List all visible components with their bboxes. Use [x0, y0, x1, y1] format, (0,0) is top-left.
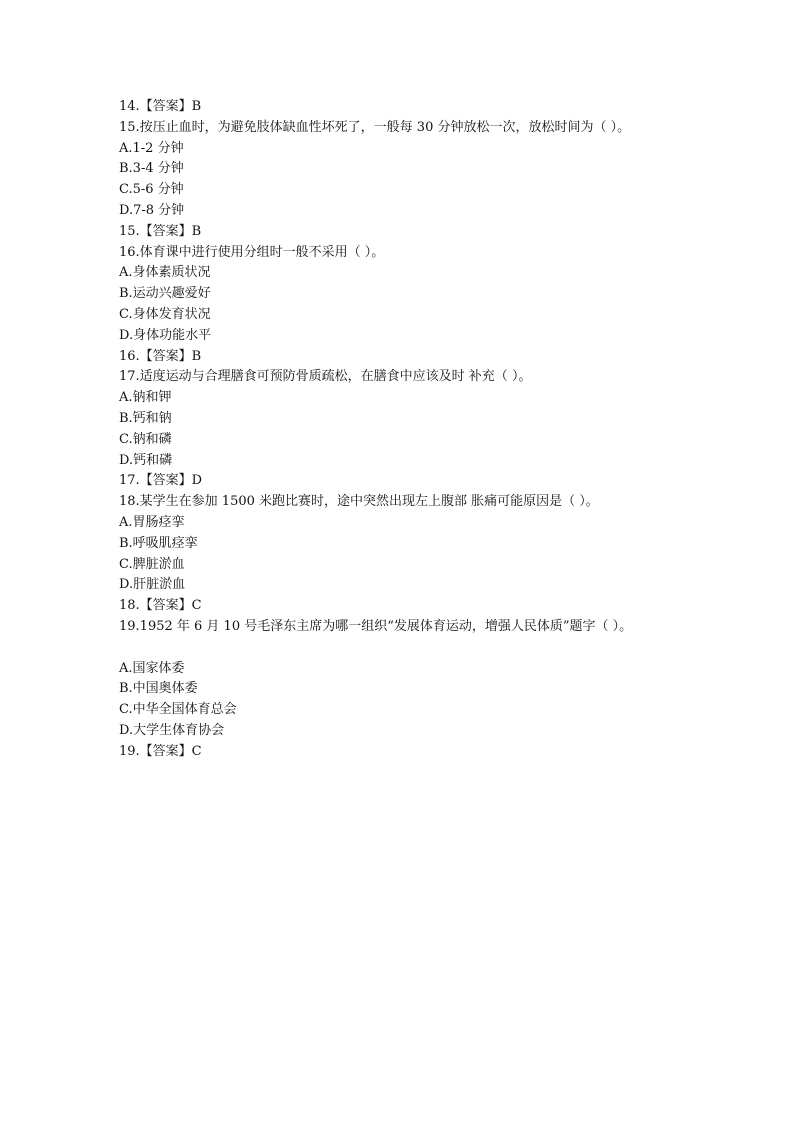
option-18-d: D.肝脏淤血: [119, 577, 186, 593]
option-16-b: B.运动兴趣爱好: [119, 286, 211, 302]
option-19-d: D.大学生体育协会: [119, 722, 225, 738]
option-15-c: C.5-6 分钟: [119, 182, 184, 198]
answer-18: 18.【答案】C: [119, 598, 202, 614]
option-15-a: A.1-2 分钟: [119, 140, 184, 156]
blank-line: [119, 638, 699, 659]
option-16-a: A.身体素质状况: [119, 265, 211, 281]
answer-17: 17.【答案】D: [119, 473, 203, 489]
option-16-c: C.身体发育状况: [119, 306, 211, 322]
option-18-c: C.脾脏淤血: [119, 556, 185, 572]
question-17: 17.适度运动与合理膳食可预防骨质疏松，在膳食中应该及时 补充（ ）。: [119, 369, 532, 385]
option-16-d: D.身体功能水平: [119, 327, 212, 343]
question-18: 18.某学生在参加 1500 米跑比赛时，途中突然出现左上腹部 胀痛可能原因是（ ）。: [119, 494, 599, 510]
question-19: 19.1952 年 6 月 10 号毛泽东主席为哪一组织“发展体育运动，增强人民体质”题字（ ）。: [119, 618, 633, 634]
option-18-a: A.胃肠痉挛: [119, 514, 185, 530]
answer-19: 19.【答案】C: [119, 743, 202, 759]
question-16: 16.体育课中进行使用分组时一般不采用（ ）。: [119, 244, 385, 260]
option-17-d: D.钙和磷: [119, 452, 173, 468]
answer-16: 16.【答案】B: [119, 348, 202, 364]
option-17-a: A.钠和钾: [119, 390, 172, 406]
answer-15: 15.【答案】B: [119, 223, 202, 239]
option-19-c: C.中华全国体育总会: [119, 702, 237, 718]
question-15: 15.按压止血时，为避免肢体缺血性坏死了，一般每 30 分钟放松一次，放松时间为（ ）。: [119, 119, 631, 135]
document-body: [119, 97, 699, 763]
option-18-b: B.呼吸肌痉挛: [119, 535, 198, 551]
option-15-d: D.7-8 分钟: [119, 202, 185, 218]
option-17-b: B.钙和钠: [119, 410, 172, 426]
option-15-b: B.3-4 分钟: [119, 161, 184, 177]
option-19-a: A.国家体委: [119, 660, 185, 676]
option-19-b: B.中国奥体委: [119, 681, 198, 697]
answer-14: 14.【答案】B: [119, 99, 202, 114]
option-17-c: C.钠和磷: [119, 431, 172, 447]
